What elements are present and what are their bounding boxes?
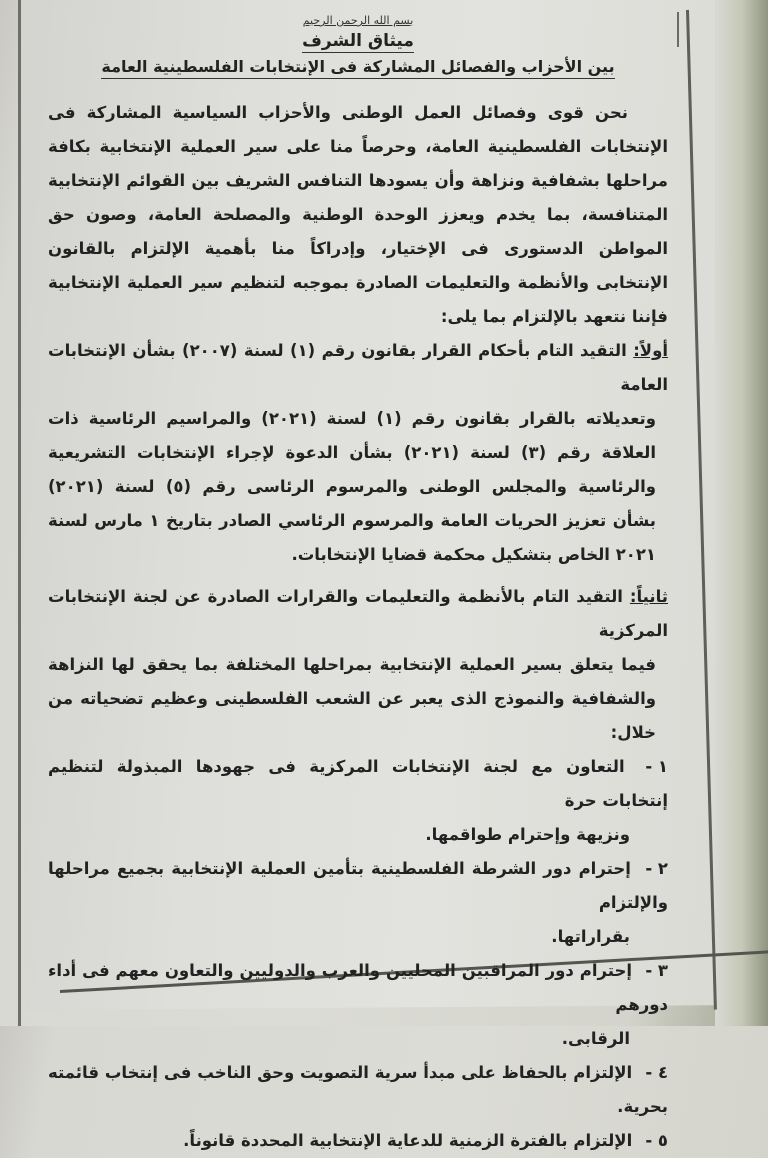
background-edge <box>715 0 768 1026</box>
list-item <box>48 1124 668 1158</box>
list-item <box>48 852 668 954</box>
item-continuation: بقراراتها. <box>551 927 630 946</box>
item-text: إحترام دور الشرطة الفلسطينية بتأمين العملية الإنتخابية بجميع مراحلها والإلتزام <box>48 859 668 912</box>
document-body <box>48 14 668 1158</box>
item-number: ٥ - <box>645 1131 668 1150</box>
list-item <box>48 1056 668 1124</box>
item-text: الإلتزام بالفترة الزمنية للدعاية الإنتخابية المحددة قانوناً. <box>183 1131 633 1150</box>
section-second <box>48 580 668 750</box>
page-border-mark <box>677 12 679 47</box>
commitment-list <box>48 750 668 1158</box>
page-border-left <box>18 0 21 1026</box>
section-first <box>48 334 668 572</box>
item-number: ١ - <box>645 757 668 776</box>
item-continuation: الرقابى. <box>561 1029 630 1048</box>
section-continuation: وتعديلاته بالقرار بقانون رقم (١) لسنة (٢٠٢١) والمراسيم الرئاسية ذات العلاقة رقم (٣) لسنة (٢٠٢١) بشأن الدعوة لإجراء الإنتخابات التشريعية والرئاسية والمجلس الوطنى والمرسوم الرئاسى رقم (٥) لسنة (٢٠٢١) بشأن تعزيز الحريات العامة والمرسوم الرئاسي الصادر بتاريخ ١ مارس لسنة ٢٠٢١ الخاص بتشكيل محكمة قضايا الإنتخابات. <box>48 409 656 564</box>
section-text: التقيد التام بأحكام القرار بقانون رقم (١) لسنة (٢٠٠٧) بشأن الإنتخابات العامة <box>48 341 668 394</box>
list-item <box>48 954 668 1056</box>
item-text: إحترام دور المراقبين المحليين والعرب والدوليين والتعاون معهم فى أداء دورهم <box>48 961 668 1014</box>
bismillah-heading: بسم الله الرحمن الرحيم <box>302 14 414 27</box>
item-number: ٣ - <box>645 961 668 980</box>
item-number: ٤ - <box>645 1063 669 1082</box>
item-number: ٢ - <box>645 859 668 878</box>
item-text: الإلتزام بالحفاظ على مبدأ سرية التصويت وحق الناخب فى إنتخاب قائمته بحرية. <box>48 1063 668 1116</box>
section-text: التقيد التام بالأنظمة والتعليمات والقرارات الصادرة عن لجنة الإنتخابات المركزية <box>48 587 668 640</box>
item-continuation: ونزيهة وإحترام طواقمها. <box>425 825 630 844</box>
preamble-paragraph: نحن قوى وفصائل العمل الوطنى والأحزاب السياسية المشاركة فى الإنتخابات الفلسطينية العامة، وحرصاً منا على سير العملية الإنتخابية بكافة مراحلها بشفافية ونزاهة وأن يسودها التنافس الشريف بين القوائم الإنتخابية المتنافسة، بما يخدم ويعزز الوحدة الوطنية والمصلحة العامة، وصون حق المواطن الدستورى فى الإختيار، وإدراكاً منا بأهمية الإلتزام بالقانون الإنتخابى والأنظمة والتعليمات الصادرة بموجبه لتنظيم سير العملية الإنتخابية فإننا نتعهد بالإلتزام بما يلى: <box>48 103 668 326</box>
document-subtitle: بين الأحزاب والفصائل المشاركة فى الإنتخابات الفلسطينية العامة <box>48 57 668 76</box>
item-text: التعاون مع لجنة الإنتخابات المركزية فى جهودها المبذولة لتنظيم إنتخابات حرة <box>48 757 668 810</box>
section-continuation: فيما يتعلق بسير العملية الإنتخابية بمراحلها المختلفة بما يحقق لها النزاهة والشفافية والنموذج الذى يعبر عن الشعب الفلسطينى وعظيم تضحياته من خلال: <box>48 655 656 742</box>
section-label: أولاً: <box>633 341 668 360</box>
list-item <box>48 750 668 852</box>
section-label: ثانياً: <box>629 587 668 606</box>
document-title: ميثاق الشرف <box>302 31 414 51</box>
